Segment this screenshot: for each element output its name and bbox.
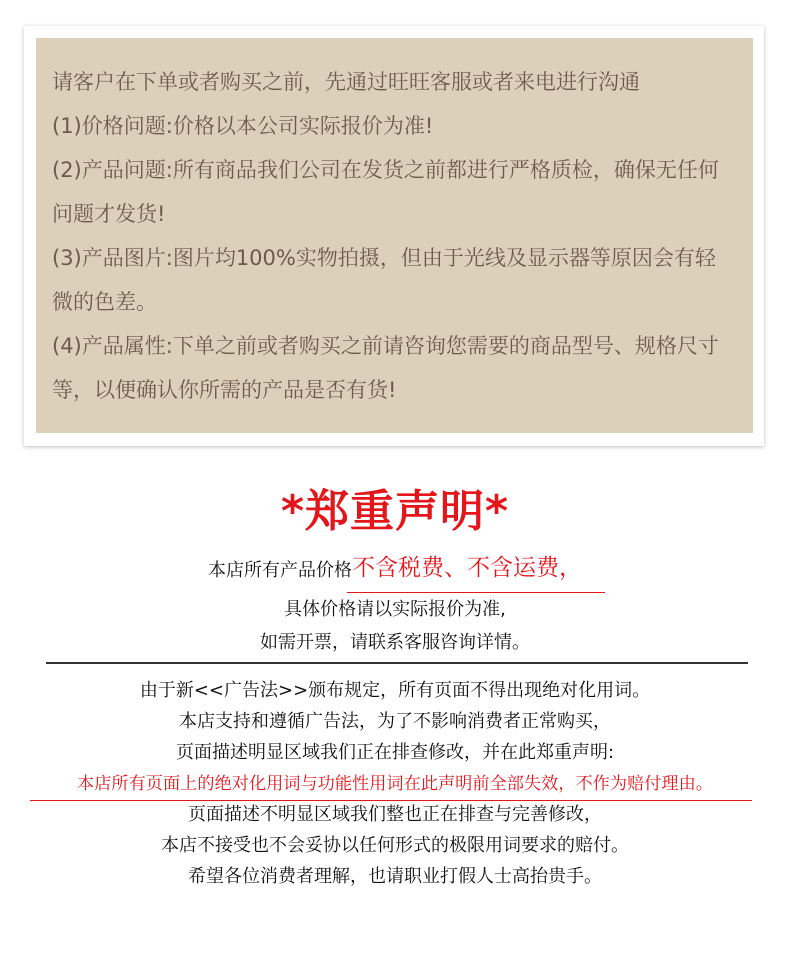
- notice-item-image: (3)产品图片:图片均100%实物拍摄，但由于光线及显示器等原因会有轻微的色差。: [52, 246, 716, 314]
- tax-underline: [347, 592, 605, 593]
- notice-item-price: (1)价格问题:价格以本公司实际报价为准!: [52, 114, 434, 138]
- invoice-note: 如需开票，请联系客服咨询详情。: [260, 632, 530, 653]
- notice-item-attribute: (4)产品属性:下单之前或者购买之前请咨询您需要的商品型号、规格尺寸等，以便确认你所需的产品是否有货!: [52, 334, 719, 402]
- notice-panel: [36, 38, 753, 433]
- price-statement: [0, 556, 790, 584]
- notice-intro: 请客户在下单或者购买之前，先通过旺旺客服或者来电进行沟通: [52, 70, 640, 94]
- ad-law-line-3: 页面描述明显区域我们正在排查修改，并在此郑重声明:: [175, 742, 615, 763]
- price-statement-prefix: 本店所有产品价格: [208, 560, 352, 581]
- price-note: 具体价格请以实际报价为准,: [284, 599, 506, 620]
- ad-law-line-2: 本店支持和遵循广告法，为了不影响消费者正常购买，: [179, 711, 611, 732]
- disclaimer-underline: [30, 800, 752, 801]
- notice-card: [24, 26, 764, 446]
- ad-law-line-6: 本店不接受也不会妥协以任何形式的极限用词要求的赔付。: [161, 835, 629, 856]
- ad-law-line-1: 由于新<<广告法>>颁布规定，所有页面不得出现绝对化用词。: [139, 680, 651, 701]
- tax-exclusion-text: 不含税费、不含运费，: [352, 555, 582, 581]
- notice-item-product: (2)产品问题:所有商品我们公司在发货之前都进行严格质检，确保无任何问题才发货!: [52, 158, 719, 226]
- ad-law-disclaimer: 本店所有页面上的绝对化用词与功能性用词在此声明前全部失效，不作为赔付理由。: [77, 774, 713, 794]
- ad-law-line-5: 页面描述不明显区域我们整也正在排查与完善修改，: [188, 804, 602, 825]
- declaration-title: *郑重声明*: [280, 486, 510, 537]
- ad-law-line-7: 希望各位消费者理解，也请职业打假人士高抬贵手。: [188, 866, 602, 887]
- section-divider: [46, 662, 748, 664]
